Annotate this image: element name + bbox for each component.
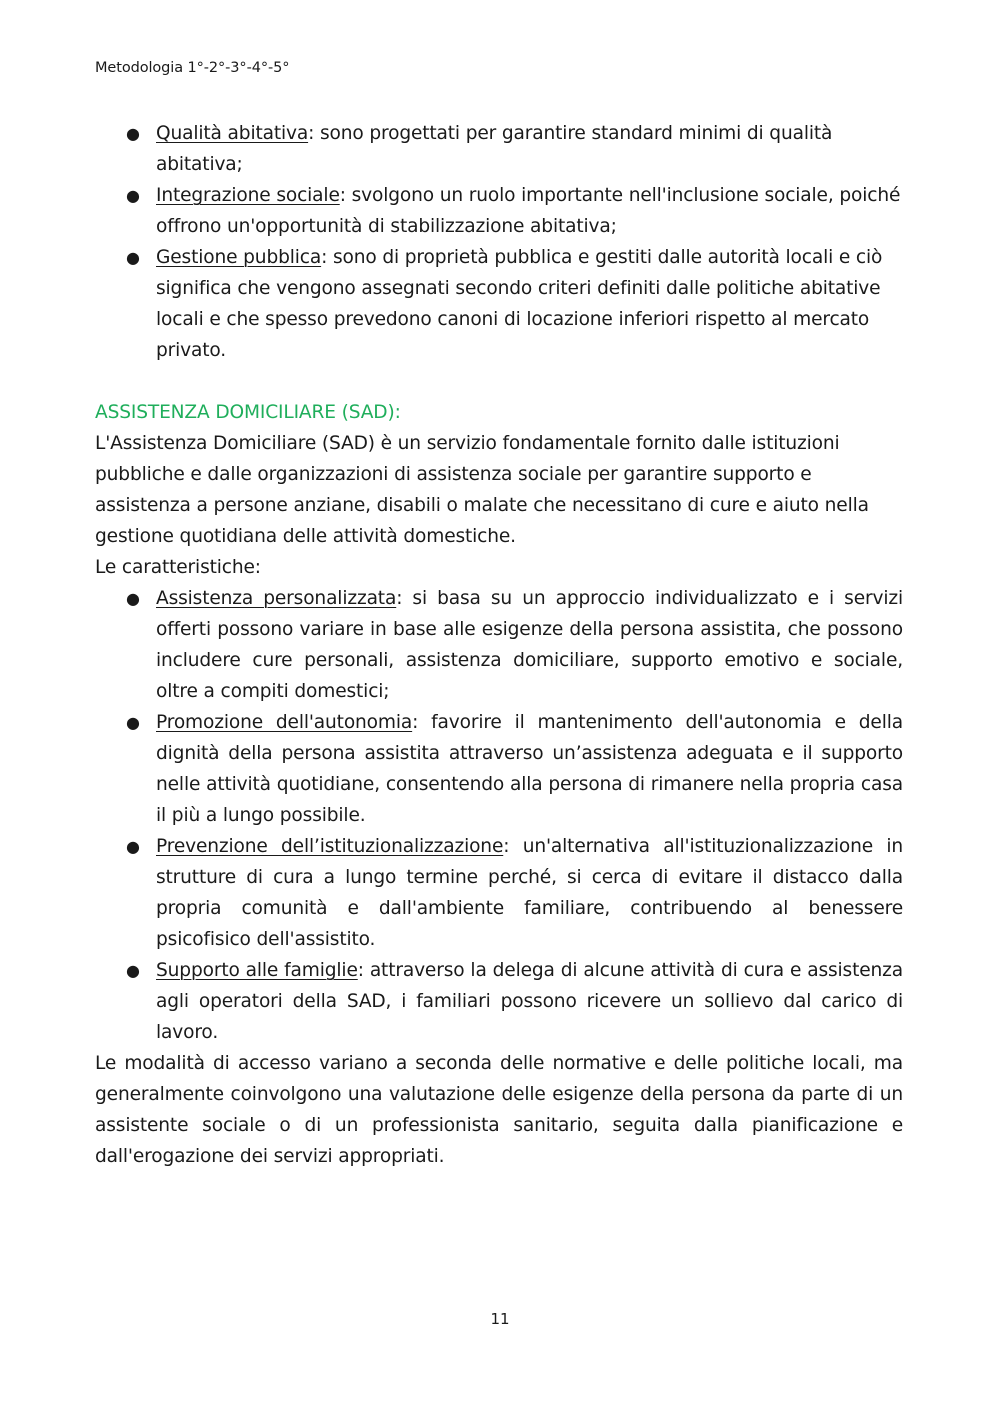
- list-item: [95, 831, 903, 955]
- list-item-term: Integrazione sociale: [156, 185, 340, 206]
- list-item-term: Assistenza personalizzata: [156, 588, 397, 609]
- list-item: [95, 118, 903, 180]
- section-title: ASSISTENZA DOMICILIARE (SAD):: [95, 402, 401, 423]
- list-item: [95, 180, 903, 242]
- bullet-icon: ●: [126, 589, 140, 608]
- housing-features-list: [95, 118, 903, 366]
- list-item: [95, 707, 903, 831]
- list-item-text: : attraverso la delega di alcune attività di cura e assistenza agli operatori della SAD, i familiari possono ricevere un sollievo dal carico di lavoro.: [156, 960, 904, 1043]
- list-item-text: : sono progettati per garantire standard minimi di qualità abitativa;: [156, 123, 833, 175]
- page-content: [95, 118, 903, 1172]
- section-lead: Le caratteristiche:: [95, 557, 261, 578]
- list-item-text: : svolgono un ruolo importante nell'inclusione sociale, poiché offrono un'opportunità di stabilizzazione abitativa;: [156, 185, 901, 237]
- list-item-text: : sono di proprietà pubblica e gestiti dalle autorità locali e ciò significa che vengono assegnati secondo criteri definiti dalle politiche abitative locali e che spesso prevedono canoni di locazione inferiori rispetto al mercato privato.: [156, 247, 883, 361]
- sad-features-list: [95, 583, 903, 1048]
- page-header: Metodologia 1°-2°-3°-4°-5°: [95, 60, 290, 76]
- bullet-icon: ●: [126, 837, 140, 856]
- bullet-icon: ●: [126, 961, 140, 980]
- list-item-term: Qualità abitativa: [156, 123, 309, 144]
- bullet-icon: ●: [126, 248, 140, 267]
- list-item: [95, 955, 903, 1048]
- section-intro: L'Assistenza Domiciliare (SAD) è un servizio fondamentale fornito dalle istituzioni pubbliche e dalle organizzazioni di assistenza sociale per garantire supporto e assistenza a persone anziane, disabili o malate che necessitano di cure e aiuto nella gestione quotidiana delle attività domestiche.: [95, 433, 869, 547]
- bullet-icon: ●: [126, 186, 140, 205]
- closing-paragraph: Le modalità di accesso variano a seconda delle normative e delle politiche locali, ma generalmente coinvolgono una valutazione delle esigenze della persona da parte di un assistente sociale o di un professionista sanitario, seguita dalla pianificazione e dall'erogazione dei servizi appropriati.: [95, 1053, 903, 1167]
- list-item-term: Gestione pubblica: [156, 247, 322, 268]
- list-item-term: Promozione dell'autonomia: [156, 712, 413, 733]
- list-item: [95, 583, 903, 707]
- list-item-text: : un'alternativa all'istituzionalizzazione in strutture di cura a lungo termine perché, si cerca di evitare il distacco dalla propria comunità e dall'ambiente familiare, contribuendo al benessere psicofisico dell'assistito.: [156, 836, 903, 950]
- page-number: 11: [490, 1310, 510, 1328]
- list-item: [95, 242, 903, 366]
- list-item-term: Prevenzione dell’istituzionalizzazione: [156, 836, 504, 857]
- list-item-term: Supporto alle famiglie: [156, 960, 358, 981]
- bullet-icon: ●: [126, 124, 140, 143]
- list-item-text: : si basa su un approccio individualizzato e i servizi offerti possono variare in base alle esigenze della persona assistita, che possono includere cure personali, assistenza domiciliare, supporto emotivo e sociale, oltre a compiti domestici;: [156, 588, 903, 702]
- bullet-icon: ●: [126, 713, 140, 732]
- list-item-text: : favorire il mantenimento dell'autonomia e della dignità della persona assistita attraverso un’assistenza adeguata e il supporto nelle attività quotidiane, consentendo alla persona di rimanere nella propria casa il più a lungo possibile.: [156, 712, 903, 826]
